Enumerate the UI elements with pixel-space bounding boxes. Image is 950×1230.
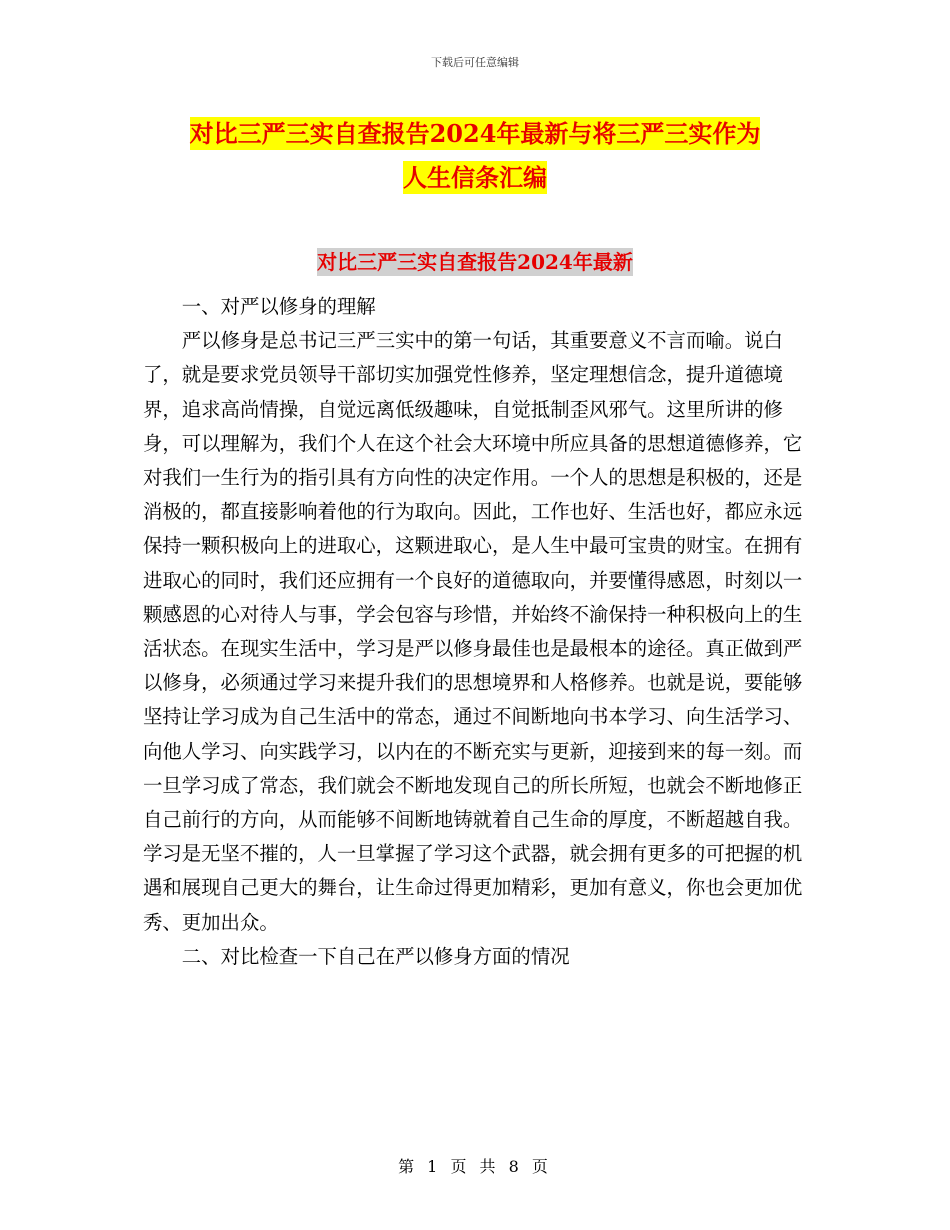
paragraph-self-cultivation: 严以修身是总书记三严三实中的第一句话，其重要意义不言而喻。说白了，就是要求党员领导干部切实加强党性修养，坚定理想信念，提升道德境界，追求高尚情操，自觉远离低级趣味，自觉抵制歪风邪气。这里所讲的修身，可以理解为，我们个人在这个社会大环境中所应具备的思想道德修养，它对我们一生行为的指引具有方向性的决定作用。一个人的思想是积极的，还是消极的，都直接影响着他的行为取向。因此，工作也好、生活也好，都应永远保持一颗积极向上的进取心，这颗进取心，是人生中最可宝贵的财宝。在拥有进取心的同时，我们还应拥有一个良好的道德取向，并要懂得感恩，时刻以一颗感恩的心对待人与事，学会包容与珍惜，并始终不渝保持一种积极向上的生活状态。在现实生活中，学习是严以修身最佳也是最根本的途径。真正做到严以修身，必须通过学习来提升我们的思想境界和人格修养。也就是说，要能够坚持让学习成为自己生活中的常态，通过不间断地向书本学习、向生活学习、向他人学习、向实践学习，以内在的不断充实与更新，迎接到来的每一刻。而一旦学习成了常态，我们就会不断地发现自己的所长所短，也就会不断地修正自己前行的方向，从而能够不间断地铸就着自己生命的厚度，不断超越自我。学习是无坚不摧的，人一旦掌握了学习这个武器，就会拥有更多的可把握的机遇和展现自己更大的舞台，让生命过得更加精彩，更加有意义，你也会更加优秀、更加出众。 [143,329,803,934]
section-title-text: 对比三严三实自查报告2024年最新 [317,250,633,274]
document-title-line-2: 人生信条汇编 [403,163,547,192]
document-body [143,290,815,974]
header-note: 下载后可任意编辑 [431,56,519,69]
page-number: 第 1 页 共 8 页 [398,1157,552,1176]
heading-self-check: 二、对比检查一下自己在严以修身方面的情况 [181,944,570,968]
document-title-line-1: 对比三严三实自查报告2024年最新与将三严三实作为 [189,119,761,148]
section-title [0,246,950,275]
document-title [150,112,800,200]
heading-understanding: 一、对严以修身的理解 [181,295,376,318]
